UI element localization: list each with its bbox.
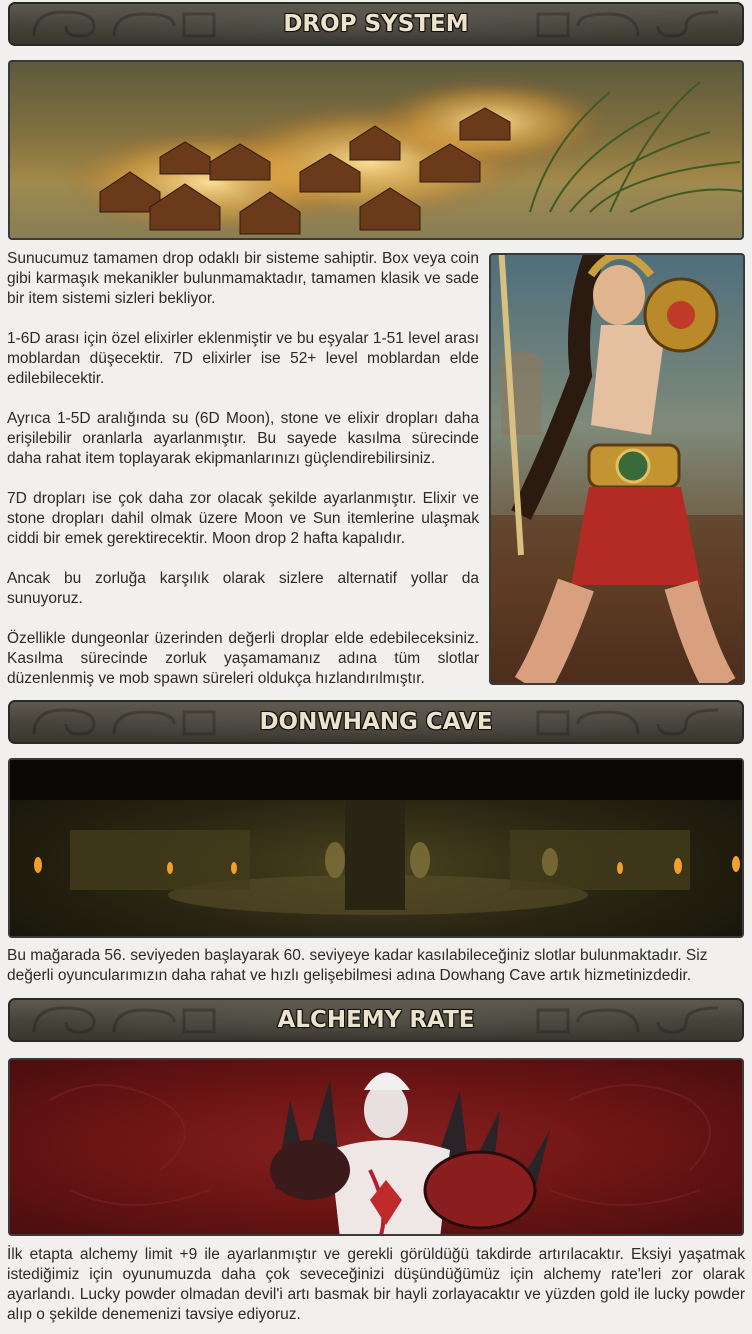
village-illustration: [10, 62, 744, 240]
paragraph-text: Ayrıca 1-5D aralığında su (6D Moon), stone ve elixir dropları daha erişilebilir oranlarla ayarlanmıştır. Bu sayede kasılma sürecinde daha rahat item toplayarak ekipmanlarınızı güçlendirebilirsiniz.: [7, 410, 479, 467]
paragraph-text: İlk etapta alchemy limit +9 ile ayarlanmıştır ve gerekli görüldüğü takdirde artırılacaktır. Eksiyi yaşatmak istediğimiz için oyunumuzda daha çok seveceğinizi düşündüğümüz için alchemy rate'leri zor olarak ayarlandı. Lucky powder olmadan devil'i artı basmak bir hayli zorlayacaktır ve yüzden gold ile lucky powder alıp o şekilde denemenizi tavsiye ediyoruz.: [7, 1246, 745, 1323]
paragraph-text: Sunucumuz tamamen drop odaklı bir sisteme sahiptir. Box veya coin gibi karmaşık mekanikler bulunmamaktadır, tamamen klasik ve sade bir item sistemi sizleri bekliyor.: [7, 250, 479, 307]
section-title: DONWHANG CAVE: [259, 709, 493, 735]
drop-paragraph-3: [7, 409, 479, 469]
paragraph-text: Özellikle dungeonlar üzerinden değerli droplar elde edebileceksiniz. Kasılma sürecinde zorluk yaşamamanız adına tüm slotlar düzenlenmiş ve mob spawn süreleri oldukça hızlandırılmıştır.: [7, 630, 479, 687]
paragraph-text: 7D dropları ise çok daha zor olacak şekilde ayarlanmıştır. Elixir ve stone dropları dahil olmak üzere Moon ve Sun itemlerine ulaşmak ciddi bir emek gerektirecektir. Moon drop 2 hafta kapalıdır.: [7, 490, 479, 547]
cave-illustration: [10, 760, 744, 938]
donwhang-cave-banner: [8, 700, 744, 744]
drop-system-banner: [8, 2, 744, 46]
devil-illustration: [10, 1060, 744, 1236]
village-banner-image: [8, 60, 744, 240]
drop-paragraph-6: [7, 629, 479, 689]
drop-paragraph-2: [7, 329, 479, 389]
cave-paragraph: [7, 946, 749, 986]
drop-paragraph-4: [7, 489, 479, 549]
drop-paragraph-5: [7, 569, 479, 609]
devil-character-image: [8, 1058, 744, 1236]
alchemy-rate-banner: [8, 998, 744, 1042]
alchemy-paragraph: [7, 1245, 745, 1325]
paragraph-text: Ancak bu zorluğa karşılık olarak sizlere alternatif yollar da sunuyoruz.: [7, 570, 479, 607]
section-title: ALCHEMY RATE: [277, 1007, 475, 1033]
paragraph-text: Bu mağarada 56. seviyeden başlayarak 60. seviyeye kadar kasılabileceğiniz slotlar bulunmaktadır. Siz değerli oyuncularımızın daha rahat ve hızlı gelişebilmesi adına Dowhang Cave artık hizmetinizdedir.: [7, 947, 708, 984]
drop-paragraph-1: [7, 249, 479, 309]
section-title: DROP SYSTEM: [283, 11, 469, 37]
warrior-illustration: [491, 255, 745, 685]
cave-image: [8, 758, 744, 938]
warrior-character-image: [489, 253, 745, 685]
paragraph-text: 1-6D arası için özel elixirler eklenmiştir ve bu eşyalar 1-51 level arası moblardan düşecektir. 7D elixirler ise 52+ level moblardan elde edilebilecektir.: [7, 330, 479, 387]
